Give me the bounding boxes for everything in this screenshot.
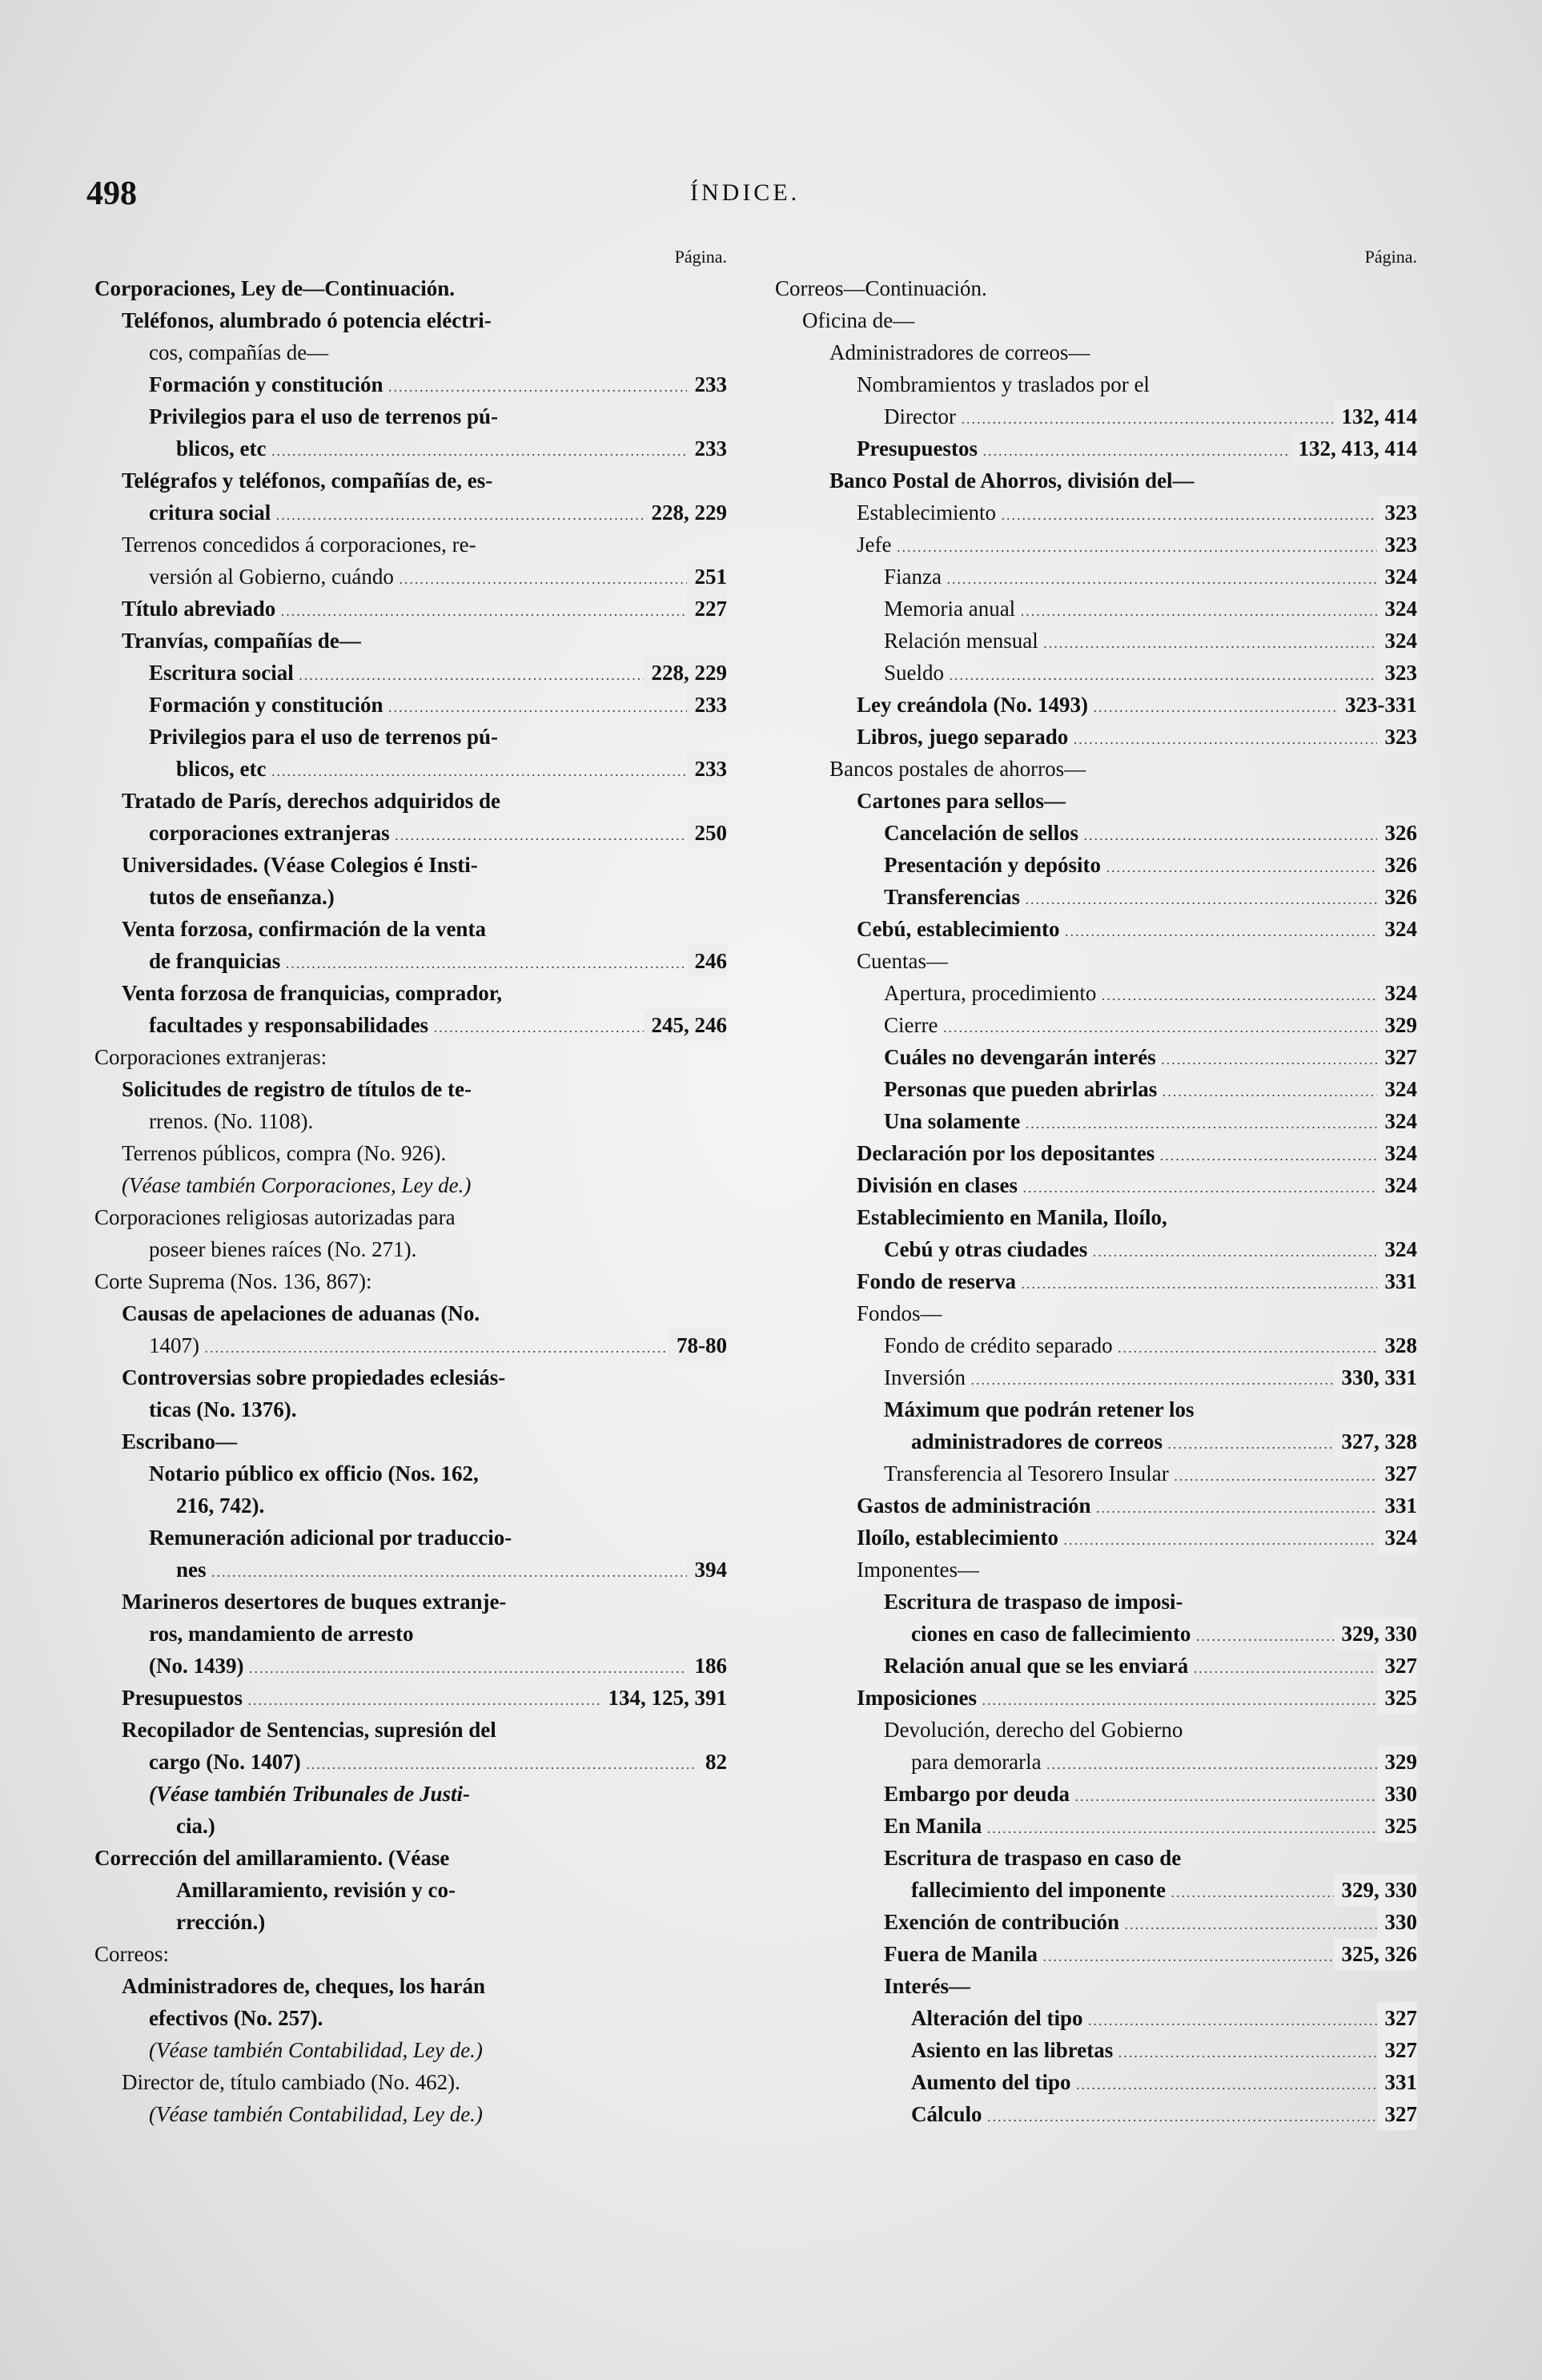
entry-text: Formación y constitución ..... bbox=[149, 689, 727, 721]
entry-text: Teléfonos, alumbrado ó potencia eléctri- bbox=[122, 308, 492, 332]
index-entry bbox=[775, 1137, 1417, 1169]
index-entry bbox=[94, 2098, 727, 2130]
entry-text: (Véase también Contabilidad, Ley de.) bbox=[149, 2038, 483, 2062]
index-entry bbox=[775, 721, 1417, 753]
entry-text: Marineros desertores de buques extranje- bbox=[122, 1590, 507, 1614]
index-entry bbox=[94, 272, 727, 304]
entry-page-ref: 323-331 bbox=[1337, 689, 1417, 721]
entry-text: Devolución, derecho del Gobierno bbox=[884, 1718, 1183, 1742]
entry-text: Bancos postales de ahorros— bbox=[829, 757, 1086, 781]
entry-text: Tranvías, compañías de— bbox=[122, 629, 361, 653]
index-entry bbox=[775, 1874, 1417, 1906]
index-entry bbox=[94, 721, 727, 753]
entry-text: fallecimiento del imponente ..... bbox=[911, 1874, 1417, 1906]
index-entry bbox=[775, 657, 1417, 689]
index-entry bbox=[94, 817, 727, 849]
entry-text: Escritura social ..... bbox=[149, 657, 727, 689]
entry-text: Una solamente ..... bbox=[884, 1105, 1417, 1137]
entry-page-ref: 330, 331 bbox=[1334, 1361, 1418, 1393]
entry-page-ref: 327, 328 bbox=[1334, 1425, 1418, 1457]
entry-text: Asiento en las libretas ..... bbox=[911, 2034, 1417, 2066]
index-entry bbox=[94, 400, 727, 432]
index-entries-left bbox=[94, 272, 727, 2130]
entry-text: Imponentes— bbox=[857, 1558, 979, 1582]
entry-text: Embargo por deuda ..... bbox=[884, 1778, 1417, 1810]
index-entry bbox=[94, 785, 727, 817]
entry-text: Causas de apelaciones de aduanas (No. bbox=[122, 1301, 480, 1325]
entry-text: Ley creándola (No. 1493) ..... bbox=[857, 689, 1417, 721]
entry-text: efectivos (No. 257). bbox=[149, 2006, 323, 2030]
entry-page-ref: 329 bbox=[1377, 1009, 1418, 1041]
entry-text: (Véase también Contabilidad, Ley de.) bbox=[149, 2102, 483, 2126]
entry-text: Corrección del amillaramiento. (Véase bbox=[94, 1846, 450, 1870]
index-entry bbox=[775, 625, 1417, 657]
entry-text: blicos, etc ..... bbox=[176, 753, 727, 785]
entry-text: poseer bienes raíces (No. 271). bbox=[149, 1237, 417, 1261]
index-entry bbox=[775, 1201, 1417, 1233]
entry-text: Sueldo ..... bbox=[884, 657, 1417, 689]
entry-text: Tratado de París, derechos adquiridos de bbox=[122, 789, 501, 813]
index-entry bbox=[94, 657, 727, 689]
entry-text: de franquicias ..... bbox=[149, 945, 727, 977]
index-entry bbox=[775, 1554, 1417, 1586]
index-entry bbox=[94, 1778, 727, 1810]
index-entry bbox=[775, 1778, 1417, 1810]
entry-page-ref: 325, 326 bbox=[1334, 1938, 1418, 1970]
index-entry bbox=[94, 1970, 727, 2002]
entry-text: Jefe ..... bbox=[857, 529, 1417, 561]
index-entry bbox=[94, 1201, 727, 1233]
entry-text: Interés— bbox=[884, 1974, 970, 1998]
entry-text: Universidades. (Véase Colegios é Insti- bbox=[122, 853, 478, 877]
index-entry bbox=[94, 1650, 727, 1682]
entry-text: Terrenos concedidos á corporaciones, re- bbox=[122, 533, 476, 557]
entry-text: ticas (No. 1376). bbox=[149, 1397, 297, 1421]
index-entries-right bbox=[775, 272, 1417, 2130]
index-entry bbox=[94, 945, 727, 977]
entry-text: Correos—Continuación. bbox=[775, 276, 987, 300]
entry-text: Terrenos públicos, compra (No. 926). bbox=[122, 1141, 447, 1165]
index-column-right bbox=[775, 247, 1417, 2130]
index-entry bbox=[94, 1265, 727, 1297]
entry-text: Cálculo ..... bbox=[911, 2098, 1417, 2130]
entry-page-ref: 324 bbox=[1377, 1233, 1418, 1265]
entry-text: Venta forzosa de franquicias, comprador, bbox=[122, 981, 502, 1005]
index-entry bbox=[775, 977, 1417, 1009]
index-entry bbox=[94, 2002, 727, 2034]
entry-page-ref: 327 bbox=[1377, 1650, 1418, 1682]
index-entry bbox=[775, 529, 1417, 561]
entry-text: ros, mandamiento de arresto bbox=[149, 1622, 414, 1646]
index-entry bbox=[775, 1586, 1417, 1618]
entry-text: Máximum que podrán retener los bbox=[884, 1397, 1195, 1421]
entry-text: Corporaciones religiosas autorizadas para bbox=[94, 1205, 456, 1229]
entry-text: Imposiciones ..... bbox=[857, 1682, 1417, 1714]
index-entry bbox=[94, 561, 727, 593]
index-entry bbox=[94, 1361, 727, 1393]
entry-text: Alteración del tipo ..... bbox=[911, 2002, 1417, 2034]
index-entry bbox=[775, 593, 1417, 625]
index-entry bbox=[94, 1457, 727, 1490]
index-entry bbox=[775, 464, 1417, 497]
entry-text: 216, 742). bbox=[176, 1494, 265, 1518]
entry-page-ref: 329 bbox=[1377, 1746, 1418, 1778]
index-entry bbox=[775, 1714, 1417, 1746]
index-entry bbox=[94, 977, 727, 1009]
entry-text: Corte Suprema (Nos. 136, 867): bbox=[94, 1269, 372, 1293]
entry-text: critura social ..... bbox=[149, 497, 727, 529]
index-entry bbox=[775, 272, 1417, 304]
entry-text: Inversión ..... bbox=[884, 1361, 1417, 1393]
entry-text: Privilegios para el uso de terrenos pú- bbox=[149, 404, 498, 428]
entry-text: Cierre ..... bbox=[884, 1009, 1417, 1041]
entry-page-ref: 82 bbox=[697, 1746, 727, 1778]
index-entry bbox=[775, 1233, 1417, 1265]
entry-text: Solicitudes de registro de títulos de te- bbox=[122, 1077, 472, 1101]
index-entry bbox=[94, 304, 727, 336]
entry-page-ref: 331 bbox=[1377, 1265, 1418, 1297]
entry-page-ref: 327 bbox=[1377, 1457, 1418, 1490]
entry-page-ref: 327 bbox=[1377, 2098, 1418, 2130]
index-entry bbox=[94, 1586, 727, 1618]
entry-text: Corporaciones extranjeras: bbox=[94, 1045, 327, 1069]
index-entry bbox=[94, 1490, 727, 1522]
entry-text: Gastos de administración ..... bbox=[857, 1490, 1417, 1522]
entry-text: Fondo de reserva ..... bbox=[857, 1265, 1417, 1297]
entry-text: Presentación y depósito ..... bbox=[884, 849, 1417, 881]
column-header-pagina: Página. bbox=[1364, 247, 1417, 267]
entry-page-ref: 330 bbox=[1377, 1778, 1418, 1810]
entry-text: Aumento del tipo ..... bbox=[911, 2066, 1417, 2098]
index-entry bbox=[775, 1746, 1417, 1778]
entry-page-ref: 324 bbox=[1377, 1169, 1418, 1201]
entry-text: Cuentas— bbox=[857, 949, 948, 973]
entry-text: (No. 1439) ..... bbox=[149, 1650, 727, 1682]
entry-text: Fondos— bbox=[857, 1301, 942, 1325]
entry-text: Presupuestos ..... bbox=[857, 432, 1417, 464]
column-header-pagina: Página. bbox=[674, 247, 727, 267]
entry-page-ref: 233 bbox=[687, 432, 728, 464]
entry-text: ciones en caso de fallecimiento ..... bbox=[911, 1618, 1417, 1650]
entry-text: rrenos. (No. 1108). bbox=[149, 1109, 314, 1133]
entry-page-ref: 251 bbox=[687, 561, 728, 593]
entry-page-ref: 324 bbox=[1377, 1522, 1418, 1554]
index-entry bbox=[94, 625, 727, 657]
entry-page-ref: 228, 229 bbox=[644, 657, 728, 689]
entry-text: Escritura de traspaso de imposi- bbox=[884, 1590, 1183, 1614]
entry-text: Relación mensual ..... bbox=[884, 625, 1417, 657]
index-entry bbox=[775, 881, 1417, 913]
index-entry bbox=[94, 1810, 727, 1842]
entry-text: corporaciones extranjeras ..... bbox=[149, 817, 727, 849]
index-entry bbox=[94, 1233, 727, 1265]
entry-page-ref: 323 bbox=[1377, 657, 1418, 689]
entry-page-ref: 324 bbox=[1377, 1137, 1418, 1169]
entry-text: Amillaramiento, revisión y co- bbox=[176, 1878, 456, 1902]
index-entry bbox=[775, 1906, 1417, 1938]
entry-text: blicos, etc ..... bbox=[176, 432, 727, 464]
entry-text: Banco Postal de Ahorros, división del— bbox=[829, 468, 1195, 492]
index-entry bbox=[94, 529, 727, 561]
entry-text: Nombramientos y traslados por el bbox=[857, 372, 1150, 396]
entry-text: rrección.) bbox=[176, 1910, 266, 1934]
entry-text: División en clases ..... bbox=[857, 1169, 1417, 1201]
index-entry bbox=[94, 1714, 727, 1746]
entry-text: Escritura de traspaso en caso de bbox=[884, 1846, 1182, 1870]
entry-text: Controversias sobre propiedades eclesiás- bbox=[122, 1365, 506, 1389]
entry-text: Venta forzosa, confirmación de la venta bbox=[122, 917, 486, 941]
index-entry bbox=[775, 2098, 1417, 2130]
entry-text: Relación anual que se les enviará ..... bbox=[884, 1650, 1417, 1682]
index-entry bbox=[94, 1874, 727, 1906]
index-entry bbox=[94, 1009, 727, 1041]
index-entry bbox=[94, 464, 727, 497]
index-entry bbox=[775, 1169, 1417, 1201]
entry-text: Declaración por los depositantes ..... bbox=[857, 1137, 1417, 1169]
index-entry bbox=[94, 753, 727, 785]
entry-text: Apertura, procedimiento ..... bbox=[884, 977, 1417, 1009]
entry-page-ref: 394 bbox=[687, 1554, 728, 1586]
index-entry bbox=[775, 817, 1417, 849]
entry-page-ref: 328 bbox=[1377, 1329, 1418, 1361]
entry-text: Cuáles no devengarán interés ..... bbox=[884, 1041, 1417, 1073]
index-entry bbox=[94, 593, 727, 625]
index-entry bbox=[94, 497, 727, 529]
entry-page-ref: 324 bbox=[1377, 913, 1418, 945]
entry-text: Escribano— bbox=[122, 1429, 238, 1453]
entry-page-ref: 246 bbox=[687, 945, 728, 977]
index-entry bbox=[775, 849, 1417, 881]
entry-text: Recopilador de Sentencias, supresión del bbox=[122, 1718, 496, 1742]
entry-text: Director de, título cambiado (No. 462). bbox=[122, 2070, 460, 2094]
index-entry bbox=[775, 1297, 1417, 1329]
index-entry bbox=[94, 1393, 727, 1425]
index-entry bbox=[94, 1682, 727, 1714]
index-entry bbox=[775, 1618, 1417, 1650]
index-entry bbox=[94, 1169, 727, 1201]
entry-page-ref: 324 bbox=[1377, 593, 1418, 625]
entry-text: cia.) bbox=[176, 1814, 215, 1838]
index-entry bbox=[94, 1105, 727, 1137]
entry-page-ref: 323 bbox=[1377, 497, 1418, 529]
entry-page-ref: 327 bbox=[1377, 2002, 1418, 2034]
index-entry bbox=[94, 368, 727, 400]
entry-text: Transferencias ..... bbox=[884, 881, 1417, 913]
entry-page-ref: 186 bbox=[687, 1650, 728, 1682]
entry-text: Memoria anual ..... bbox=[884, 593, 1417, 625]
entry-page-ref: 134, 125, 391 bbox=[600, 1682, 728, 1714]
index-entry bbox=[94, 1137, 727, 1169]
index-entry bbox=[94, 1938, 727, 1970]
index-entry bbox=[775, 1457, 1417, 1490]
index-entry bbox=[775, 1490, 1417, 1522]
entry-text: versión al Gobierno, cuándo ..... bbox=[149, 561, 727, 593]
index-entry bbox=[775, 753, 1417, 785]
entry-text: Establecimiento ..... bbox=[857, 497, 1417, 529]
index-entry bbox=[94, 2066, 727, 2098]
entry-text: Administradores de correos— bbox=[829, 340, 1090, 364]
index-entry bbox=[94, 1329, 727, 1361]
index-entry bbox=[94, 432, 727, 464]
index-entry bbox=[775, 1105, 1417, 1137]
entry-text: Notario público ex officio (Nos. 162, bbox=[149, 1461, 479, 1485]
entry-text: (Véase también Tribunales de Justi- bbox=[149, 1782, 471, 1806]
entry-text: Personas que pueden abrirlas ..... bbox=[884, 1073, 1417, 1105]
entry-page-ref: 329, 330 bbox=[1334, 1618, 1418, 1650]
index-entry bbox=[775, 945, 1417, 977]
entry-page-ref: 324 bbox=[1377, 977, 1418, 1009]
entry-page-ref: 250 bbox=[687, 817, 728, 849]
entry-text: facultades y responsabilidades ..... bbox=[149, 1009, 727, 1041]
entry-text: Libros, juego separado ..... bbox=[857, 721, 1417, 753]
entry-text: Cancelación de sellos ..... bbox=[884, 817, 1417, 849]
index-entry bbox=[775, 497, 1417, 529]
page-number: 498 bbox=[86, 175, 137, 212]
entry-page-ref: 330 bbox=[1377, 1906, 1418, 1938]
entry-page-ref: 324 bbox=[1377, 1073, 1418, 1105]
index-entry bbox=[775, 1041, 1417, 1073]
entry-page-ref: 326 bbox=[1377, 849, 1418, 881]
entry-page-ref: 78-80 bbox=[669, 1329, 727, 1361]
entry-page-ref: 323 bbox=[1377, 721, 1418, 753]
index-entry bbox=[775, 400, 1417, 432]
entry-page-ref: 233 bbox=[687, 753, 728, 785]
entry-page-ref: 324 bbox=[1377, 561, 1418, 593]
entry-text: (Véase también Corporaciones, Ley de.) bbox=[122, 1173, 472, 1197]
index-entry bbox=[775, 689, 1417, 721]
index-entry bbox=[94, 1746, 727, 1778]
index-entry bbox=[94, 913, 727, 945]
index-entry bbox=[775, 1425, 1417, 1457]
entry-page-ref: 327 bbox=[1377, 2034, 1418, 2066]
index-entry bbox=[94, 1522, 727, 1554]
index-entry bbox=[775, 1393, 1417, 1425]
entry-text: Director ..... bbox=[884, 400, 1417, 432]
index-entry bbox=[94, 1618, 727, 1650]
entry-page-ref: 227 bbox=[687, 593, 728, 625]
index-entry bbox=[94, 1425, 727, 1457]
index-entry bbox=[775, 1842, 1417, 1874]
entry-text: Establecimiento en Manila, Iloílo, bbox=[857, 1205, 1167, 1229]
entry-text: nes ..... bbox=[176, 1554, 727, 1586]
entry-page-ref: 324 bbox=[1377, 625, 1418, 657]
index-column-left bbox=[94, 247, 727, 2130]
entry-text: Iloílo, establecimiento ..... bbox=[857, 1522, 1417, 1554]
index-entry bbox=[775, 432, 1417, 464]
index-entry bbox=[94, 1073, 727, 1105]
index-entry bbox=[775, 368, 1417, 400]
entry-page-ref: 324 bbox=[1377, 1105, 1418, 1137]
index-entry bbox=[94, 2034, 727, 2066]
entry-text: Presupuestos ..... bbox=[122, 1682, 727, 1714]
entry-text: Transferencia al Tesorero Insular ..... bbox=[884, 1457, 1417, 1490]
index-entry bbox=[775, 1073, 1417, 1105]
entry-text: cos, compañías de— bbox=[149, 340, 329, 364]
index-entry bbox=[775, 1329, 1417, 1361]
entry-text: En Manila ..... bbox=[884, 1810, 1417, 1842]
entry-page-ref: 326 bbox=[1377, 817, 1418, 849]
entry-text: Cebú y otras ciudades ..... bbox=[884, 1233, 1417, 1265]
entry-text: Fondo de crédito separado ..... bbox=[884, 1329, 1417, 1361]
index-entry bbox=[775, 1361, 1417, 1393]
index-entry bbox=[94, 336, 727, 368]
entry-text: para demorarla ..... bbox=[911, 1746, 1417, 1778]
entry-text: tutos de enseñanza.) bbox=[149, 885, 335, 909]
index-entry bbox=[775, 2034, 1417, 2066]
entry-page-ref: 132, 414 bbox=[1334, 400, 1418, 432]
entry-page-ref: 329, 330 bbox=[1334, 1874, 1418, 1906]
index-entry bbox=[775, 304, 1417, 336]
entry-page-ref: 323 bbox=[1377, 529, 1418, 561]
entry-text: Cartones para sellos— bbox=[857, 789, 1066, 813]
index-entry bbox=[775, 1265, 1417, 1297]
entry-page-ref: 331 bbox=[1377, 2066, 1418, 2098]
index-entry bbox=[775, 1938, 1417, 1970]
entry-page-ref: 228, 229 bbox=[644, 497, 728, 529]
entry-page-ref: 327 bbox=[1377, 1041, 1418, 1073]
entry-text: Corporaciones, Ley de—Continuación. bbox=[94, 276, 456, 300]
entry-text: Remuneración adicional por traduccio- bbox=[149, 1526, 512, 1550]
entry-page-ref: 245, 246 bbox=[644, 1009, 728, 1041]
index-entry bbox=[775, 1650, 1417, 1682]
index-entry bbox=[775, 913, 1417, 945]
entry-page-ref: 325 bbox=[1377, 1810, 1418, 1842]
entry-text: Formación y constitución ..... bbox=[149, 368, 727, 400]
entry-page-ref: 233 bbox=[687, 689, 728, 721]
index-entry bbox=[775, 1810, 1417, 1842]
entry-page-ref: 331 bbox=[1377, 1490, 1418, 1522]
index-entry bbox=[94, 881, 727, 913]
index-entry bbox=[775, 1009, 1417, 1041]
entry-page-ref: 326 bbox=[1377, 881, 1418, 913]
entry-text: Cebú, establecimiento ..... bbox=[857, 913, 1417, 945]
entry-page-ref: 132, 413, 414 bbox=[1291, 432, 1418, 464]
entry-text: Administradores de, cheques, los harán bbox=[122, 1974, 486, 1998]
index-entry bbox=[94, 1554, 727, 1586]
index-entry bbox=[775, 1522, 1417, 1554]
entry-page-ref: 233 bbox=[687, 368, 728, 400]
entry-text: cargo (No. 1407) ..... bbox=[149, 1746, 727, 1778]
index-entry bbox=[775, 1970, 1417, 2002]
entry-text: administradores de correos ..... bbox=[911, 1425, 1417, 1457]
entry-text: Privilegios para el uso de terrenos pú- bbox=[149, 725, 498, 749]
entry-text: Exención de contribución ..... bbox=[884, 1906, 1417, 1938]
entry-text: Fuera de Manila ..... bbox=[884, 1938, 1417, 1970]
index-entry bbox=[775, 2066, 1417, 2098]
entry-text: Fianza ..... bbox=[884, 561, 1417, 593]
index-entry bbox=[94, 689, 727, 721]
index-entry bbox=[775, 336, 1417, 368]
index-entry bbox=[775, 1682, 1417, 1714]
index-entry bbox=[775, 561, 1417, 593]
index-entry bbox=[94, 1041, 727, 1073]
index-entry bbox=[94, 1906, 727, 1938]
entry-text: Telégrafos y teléfonos, compañías de, es- bbox=[122, 468, 493, 492]
entry-text: Oficina de— bbox=[802, 308, 915, 332]
index-entry bbox=[94, 1842, 727, 1874]
entry-page-ref: 325 bbox=[1377, 1682, 1418, 1714]
index-entry bbox=[94, 1297, 727, 1329]
index-entry bbox=[775, 785, 1417, 817]
index-entry bbox=[94, 849, 727, 881]
entry-text: 1407) ..... bbox=[149, 1329, 727, 1361]
entry-text: Correos: bbox=[94, 1942, 169, 1966]
running-head: ÍNDICE. bbox=[690, 179, 801, 206]
index-entry bbox=[775, 2002, 1417, 2034]
entry-text: Título abreviado ..... bbox=[122, 593, 727, 625]
